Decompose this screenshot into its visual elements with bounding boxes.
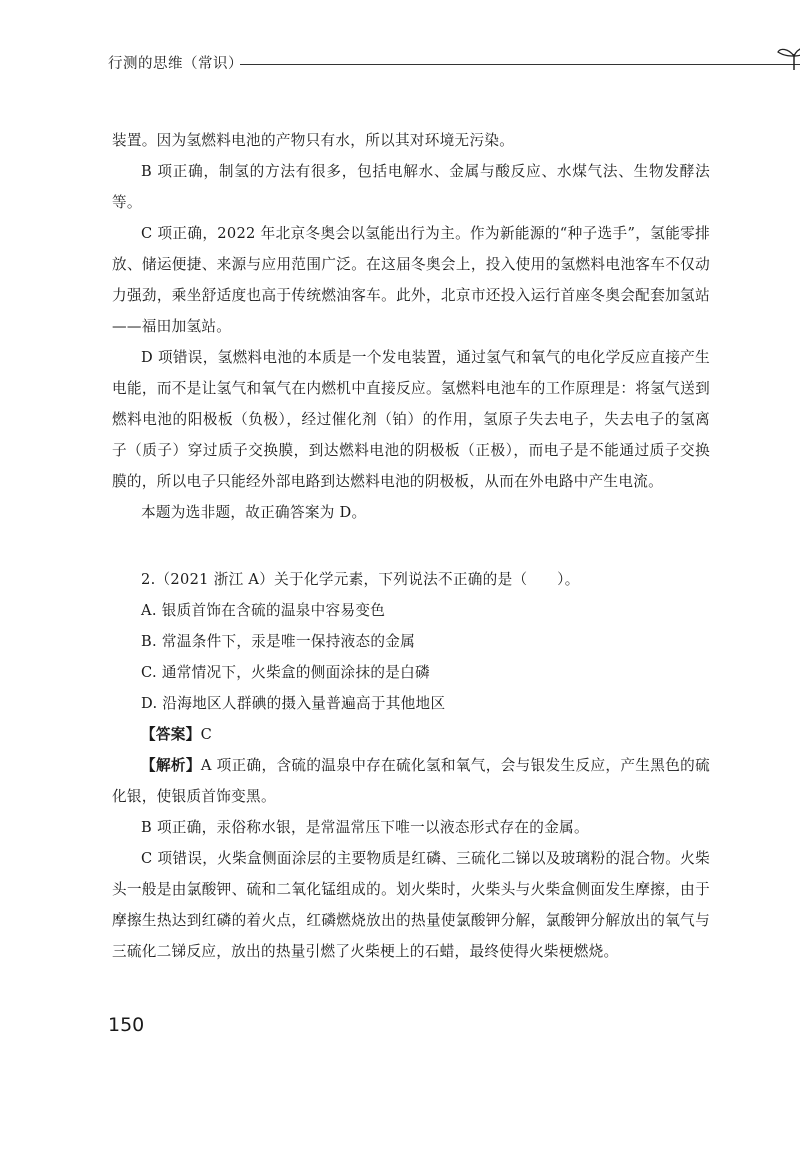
analysis-tag: 【解析】 [141, 757, 201, 774]
header-title: 行测的思维（常识） [108, 56, 243, 72]
answer-line [112, 719, 710, 750]
question-stem: 2.（2021 浙江 A）关于化学元素，下列说法不正确的是（ ）。 [141, 571, 580, 588]
question-option-c: C. 通常情况下，火柴盒的侧面涂抹的是白磷 [141, 664, 430, 681]
analysis-c-text: C 项错误，火柴盒侧面涂层的主要物质是红磷、三硫化二锑以及玻璃粉的混合物。火柴头一般是由氯酸钾、硫和二氧化锰组成的。划火柴时，火柴头与火柴盒侧面发生摩擦，由于摩擦生热达到红磷的着火点，红磷燃烧放出的热量使氯酸钾分解，氯酸钾分解放出的氧气与三硫化二锑反应，放出的热量引燃了火柴梗上的石蜡，最终使得火柴梗燃烧。 [112, 850, 710, 960]
question-option-b: B. 常温条件下，汞是唯一保持液态的金属 [141, 633, 416, 650]
running-header [108, 48, 712, 78]
analysis-b-text: B 项正确，汞俗称水银，是常温常压下唯一以液态形式存在的金属。 [141, 819, 589, 836]
question-option-a: A. 银质首饰在含硫的温泉中容易变色 [141, 602, 386, 619]
page-body [112, 125, 710, 967]
page-number: 150 [108, 1014, 145, 1036]
paragraph-conclusion: 本题为选非题，故正确答案为 D。 [141, 504, 367, 521]
analysis-line [112, 750, 710, 812]
answer-value: C [200, 726, 213, 743]
answer-tag: 【答案】 [141, 726, 201, 743]
sprout-icon [776, 44, 800, 72]
paragraph-option-b: B 项正确，制氢的方法有很多，包括电解水、金属与酸反应、水煤气法、生物发酵法等。 [112, 163, 710, 211]
paragraph-continuation: 装置。因为氢燃料电池的产物只有水，所以其对环境无污染。 [112, 132, 515, 149]
analysis-a-text: A 项正确，含硫的温泉中存在硫化氢和氧气，会与银发生反应，产生黑色的硫化银，使银质首饰变黑。 [112, 757, 710, 805]
paragraph-option-d: D 项错误，氢燃料电池的本质是一个发电装置，通过氢气和氧气的电化学反应直接产生电能，而不是让氢气和氧气在内燃机中直接反应。氢燃料电池车的工作原理是：将氢气送到燃料电池的阳极板（负极），经过催化剂（铂）的作用，氢原子失去电子，失去电子的氢离子（质子）穿过质子交换膜，到达燃料电池的阴极板（正极），而电子是不能通过质子交换膜的，所以电子只能经外部电路到达燃料电池的阴极板，从而在外电路中产生电流。 [112, 349, 710, 490]
question-option-d: D. 沿海地区人群碘的摄入量普遍高于其他地区 [141, 695, 446, 712]
header-rule [240, 64, 800, 65]
paragraph-option-c: C 项正确，2022 年北京冬奥会以氢能出行为主。作为新能源的“种子选手”，氢能零排放、储运便捷、来源与应用范围广泛。在这届冬奥会上，投入使用的氢燃料电池客车不仅动力强劲，乘坐舒适度也高于传统燃油客车。此外，北京市还投入运行首座冬奥会配套加氢站——福田加氢站。 [112, 225, 710, 335]
